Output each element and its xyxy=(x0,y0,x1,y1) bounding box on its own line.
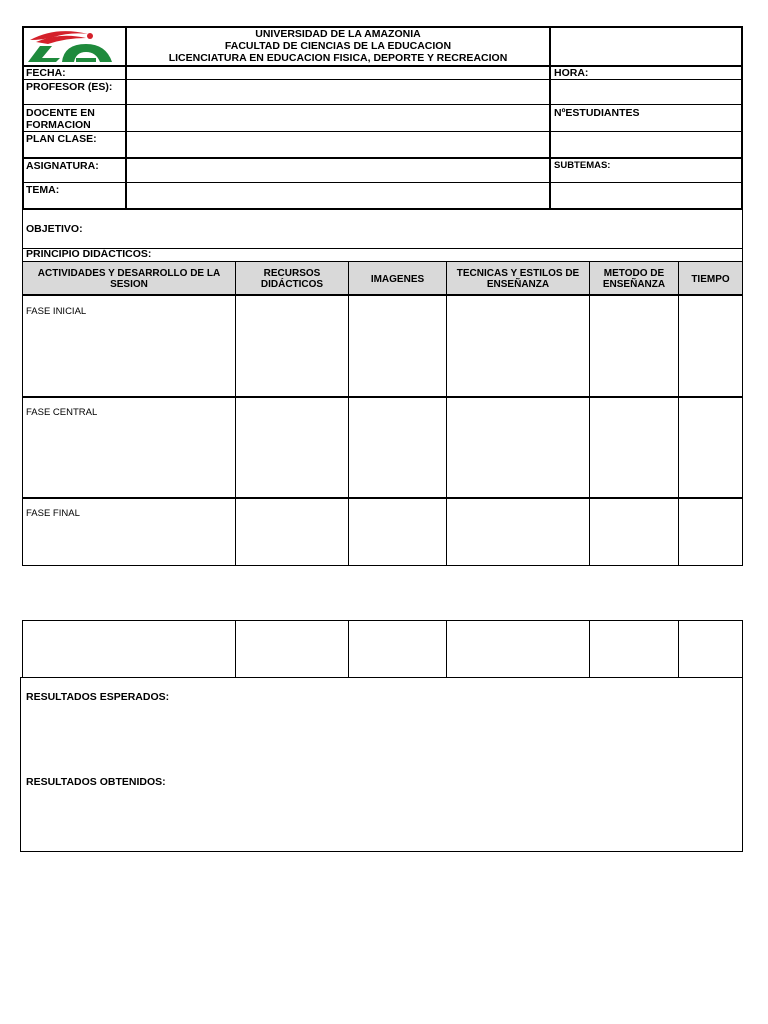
divider xyxy=(235,262,236,565)
subtemas-label: SUBTEMAS: xyxy=(554,160,611,171)
resultados-obtenidos-label: RESULTADOS OBTENIDOS: xyxy=(26,776,166,788)
divider xyxy=(22,79,743,80)
estudiantes-label: NºESTUDIANTES xyxy=(554,107,640,119)
divider xyxy=(235,620,236,677)
profesor-label: PROFESOR (ES): xyxy=(26,81,113,93)
divider xyxy=(22,65,743,67)
divider xyxy=(678,620,679,677)
divider xyxy=(678,262,679,565)
continuation-row xyxy=(22,620,743,678)
divider xyxy=(348,262,349,565)
resultados-esperados-label: RESULTADOS ESPERADOS: xyxy=(26,691,170,703)
divider xyxy=(22,104,743,105)
principio-label: PRINCIPIO DIDÁCTICOS: xyxy=(26,248,152,260)
header-actividades: ACTIVIDADES Y DESARROLLO DE LA SESION xyxy=(37,268,221,290)
asignatura-label: ASIGNATURA: xyxy=(26,160,99,172)
university-title: UNIVERSIDAD DE LA AMAZONIA xyxy=(255,28,421,40)
divider xyxy=(22,157,743,159)
phase-central-label: FASE CENTRAL xyxy=(26,407,98,418)
fecha-label: FECHA: xyxy=(26,67,66,79)
docente-label-2: FORMACION xyxy=(26,119,91,131)
phase-final-label: FASE FINAL xyxy=(26,508,80,519)
divider xyxy=(22,497,743,499)
header-tiempo: TIEMPO xyxy=(691,273,730,285)
divider xyxy=(589,620,590,677)
divider xyxy=(589,262,590,565)
faculty-title: FACULTAD DE CIENCIAS DE LA EDUCACION xyxy=(224,40,452,52)
docente-label-1: DOCENTE EN xyxy=(26,107,95,119)
university-logo xyxy=(26,28,116,66)
divider xyxy=(348,620,349,677)
header-tecnicas: TECNICAS Y ESTILOS DE ENSEÑANZA xyxy=(456,268,580,290)
phase-inicial-label: FASE INICIAL xyxy=(26,306,87,317)
program-title: LICENCIATURA EN EDUCACION FISICA, DEPORTE Y RECREACION xyxy=(168,52,508,64)
header-recursos: RECURSOS DIDÁCTICOS xyxy=(260,268,324,290)
divider xyxy=(446,262,447,565)
divider xyxy=(22,182,743,183)
results-block xyxy=(20,677,743,852)
divider xyxy=(446,620,447,677)
hora-label: HORA: xyxy=(554,67,589,79)
header-metodo: METODO DE ENSEÑANZA xyxy=(602,268,666,290)
divider xyxy=(22,131,743,132)
divider xyxy=(22,396,743,398)
plan-clase-label: PLAN CLASE: xyxy=(26,133,97,145)
header-imagenes: IMAGENES xyxy=(370,273,425,285)
tema-label: TEMA: xyxy=(26,184,60,196)
objetivo-label: OBJETIVO: xyxy=(26,223,83,235)
